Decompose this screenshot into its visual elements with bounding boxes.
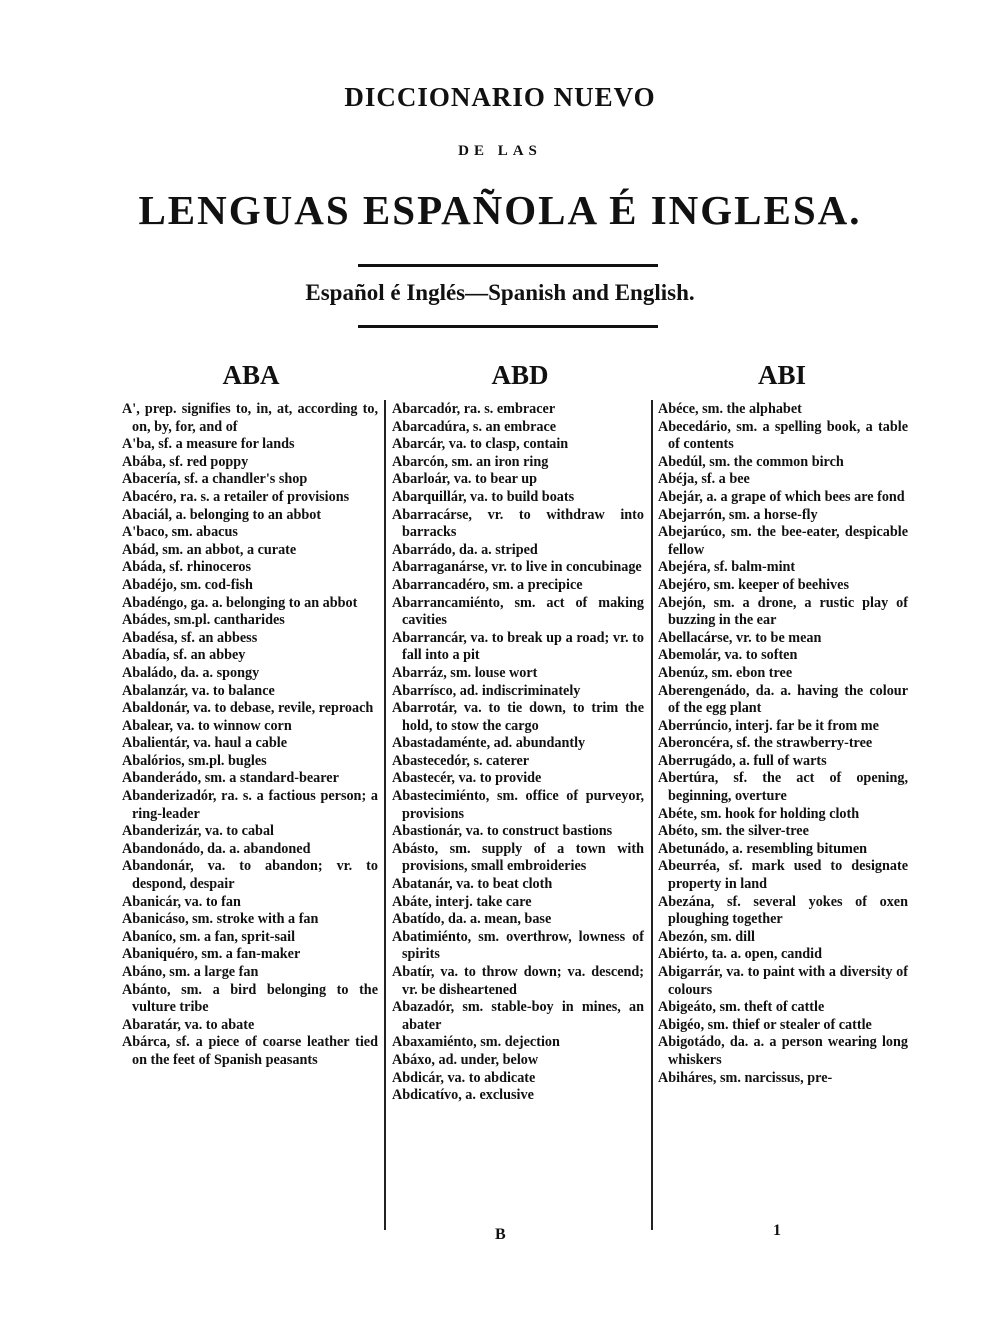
column-divider [651, 400, 653, 1230]
title-line-2: DE LAS [458, 143, 542, 159]
dictionary-entry: Abanderizár, va. to cabal [122, 823, 274, 840]
column-head-aba: ABA [222, 360, 280, 390]
dictionary-entry: Abarrancadéro, sm. a precipice [392, 576, 583, 593]
column-1 [122, 401, 378, 1070]
dictionary-entry: Abatanár, va. to beat cloth [392, 876, 553, 893]
dictionary-entry: Abáxo, ad. under, below [392, 1051, 539, 1068]
dictionary-entry: Abadéngo, ga. a. belonging to an abbot [122, 594, 358, 611]
dictionary-entry: Abejéro, sm. keeper of beehives [658, 576, 849, 593]
dictionary-entry: Abarrádo, da. a. striped [392, 541, 538, 558]
dictionary-entry: Abaníco, sm. a fan, sprit-sail [122, 928, 296, 945]
dictionary-entry: Abáda, sf. rhinoceros [122, 559, 252, 576]
dictionary-entry: Abigarrár, va. to paint with a diversity of colours [658, 964, 908, 998]
dictionary-entry: Abedúl, sm. the common birch [658, 453, 844, 470]
dictionary-entry: Abezón, sm. dill [658, 928, 755, 945]
dictionary-entry: Abaciál, a. belonging to an abbot [122, 506, 322, 523]
dictionary-entry: Abastadaménte, ad. abundantly [392, 735, 586, 752]
dictionary-entry: Abádes, sm.pl. cantharides [122, 612, 285, 629]
dictionary-entry: Abába, sf. red poppy [122, 453, 249, 470]
dictionary-entry: Aberengenádo, da. a. having the colour of the egg plant [658, 682, 908, 717]
dictionary-entry: Abarquillár, va. to build boats [392, 488, 575, 505]
dictionary-entry: Abarráz, sm. louse wort [392, 664, 538, 681]
dictionary-entry: Abandonár, va. to abandon; vr. to despond, despair [122, 858, 378, 893]
dictionary-entry: Abacería, sf. a chandler's shop [122, 471, 308, 488]
dictionary-entry: Abarcadúra, s. an embrace [392, 418, 557, 435]
dictionary-entry: Abastionár, va. to construct bastions [392, 823, 613, 840]
dictionary-entry: Abiérto, ta. a. open, candid [658, 946, 822, 963]
dictionary-entry: Abadéjo, sm. cod-fish [122, 576, 253, 593]
title-line-3: LENGUAS ESPAÑOLA É INGLESA. [138, 187, 862, 233]
dictionary-entry: Abertúra, sf. the act of opening, beginning, overture [658, 770, 908, 805]
column-head-abi: ABI [757, 360, 806, 390]
column-3 [658, 401, 908, 1087]
dictionary-entry: Abdicatívo, a. exclusive [392, 1087, 534, 1104]
dictionary-entry: A', prep. signifies to, in, at, according to, on, by, for, and of [122, 401, 378, 435]
dictionary-entry: Abarrísco, ad. indiscriminately [392, 682, 581, 699]
title-line-1: DICCIONARIO NUEVO [344, 82, 656, 112]
dictionary-entry: Abáno, sm. a large fan [122, 964, 259, 980]
dictionary-entry: Abaldonár, va. to debase, revile, reproach [122, 700, 374, 717]
dictionary-entry: Abarloár, va. to bear up [392, 471, 538, 488]
dictionary-entry: Aberrúncio, interj. far be it from me [658, 717, 879, 734]
dictionary-entry: Abatír, va. to throw down; va. descend; vr. be disheartened [392, 964, 644, 998]
dictionary-entry: Abarrancár, va. to break up a road; vr. to fall into a pit [392, 629, 644, 664]
dictionary-entry: Aberrugádo, a. full of warts [658, 752, 827, 769]
dictionary-entry: Abaládo, da. a. spongy [122, 664, 260, 681]
dictionary-entry: A'baco, sm. abacus [122, 524, 238, 541]
dictionary-entry: Abáte, interj. take care [392, 893, 532, 910]
subtitle: Español é Inglés—Spanish and English. [305, 280, 695, 305]
column-2 [392, 401, 644, 1105]
dictionary-entry: Abéja, sf. a bee [658, 471, 750, 488]
dictionary-entry: Abaxamiénto, sm. dejection [392, 1034, 560, 1051]
dictionary-entry: Abaniquéro, sm. a fan-maker [122, 946, 301, 963]
dictionary-entry: Abigotádo, da. a. a person wearing long whiskers [658, 1034, 908, 1068]
dictionary-entry: Abárca, sf. a piece of coarse leather tied on the feet of Spanish peasants [122, 1034, 378, 1068]
dictionary-entry: Abatído, da. a. mean, base [392, 911, 552, 928]
dictionary-entry: Abarrotár, va. to tie down, to trim the hold, to stow the cargo [392, 700, 644, 734]
dictionary-entry: Abandonádo, da. a. abandoned [122, 840, 311, 857]
dictionary-entry: Abanderizadór, ra. s. a factious person; a ring-leader [122, 788, 378, 822]
dictionary-entry: Abiháres, sm. narcissus, pre- [658, 1069, 833, 1086]
dictionary-entry: Abeurréa, sf. mark used to designate property in land [658, 858, 908, 893]
dictionary-entry: Abásto, sm. supply of a town with provisions, small embroideries [392, 840, 644, 875]
dictionary-entry: Abarcón, sm. an iron ring [392, 453, 549, 470]
dictionary-entry: Abastecér, va. to provide [392, 770, 542, 787]
dictionary-entry: Abaratár, va. to abate [122, 1016, 255, 1033]
dictionary-entry: Abazadór, sm. stable-boy in mines, an abater [392, 999, 644, 1033]
dictionary-entry: Abanderádo, sm. a standard-bearer [122, 770, 339, 787]
dictionary-entry: Abejarrón, sm. a horse-fly [658, 506, 818, 523]
dictionary-entry: Abejarúco, sm. the bee-eater, despicable fellow [658, 524, 908, 558]
dictionary-entry: Abéto, sm. the silver-tree [658, 823, 809, 840]
dictionary-entry: Aberoncéra, sf. the strawberry-tree [658, 735, 873, 752]
dictionary-entry: Abellacárse, vr. to be mean [658, 629, 822, 646]
dictionary-entry: Abarcár, va. to clasp, contain [392, 436, 569, 453]
dictionary-entry: Abacéro, ra. s. a retailer of provisions [122, 488, 350, 505]
dictionary-entry: Abarrancamiénto, sm. act of making cavities [392, 594, 644, 629]
dictionary-entry: Abejón, sm. a drone, a rustic play of buzzing in the ear [658, 594, 908, 629]
dictionary-entry: Abalear, va. to winnow corn [122, 717, 292, 734]
dictionary-entry: Abarraganárse, vr. to live in concubinage [392, 559, 642, 576]
dictionary-entry: Abecedário, sm. a spelling book, a table of contents [658, 418, 908, 453]
dictionary-entry: A'ba, sf. a measure for lands [122, 436, 295, 453]
dictionary-entry: Abastecimiénto, sm. office of purveyor, provisions [392, 788, 644, 822]
dictionary-entry: Abemolár, va. to soften [658, 647, 798, 664]
dictionary-entry: Abenúz, sm. ebon tree [658, 664, 793, 681]
dictionary-entry: Abalórios, sm.pl. bugles [122, 752, 267, 769]
dictionary-entry: Abéte, sm. hook for holding cloth [658, 805, 860, 822]
column-head-abd: ABD [491, 360, 549, 390]
dictionary-entry: Abejár, a. a grape of which bees are fond [658, 488, 905, 505]
dictionary-entry: Abdicár, va. to abdicate [392, 1069, 536, 1086]
dictionary-entry: Abetunádo, a. resembling bitumen [658, 840, 868, 857]
bottom-rule [358, 325, 658, 328]
dictionary-entry: Abanicár, va. to fan [122, 893, 241, 910]
dictionary-entry: Abanicáso, sm. stroke with a fan [122, 911, 319, 928]
top-rule [358, 264, 658, 267]
dictionary-entry: Abadésa, sf. an abbess [122, 629, 258, 646]
dictionary-entry: Abalientár, va. haul a cable [122, 735, 288, 752]
dictionary-entry: Abigeáto, sm. theft of cattle [658, 999, 825, 1016]
page-number: 1 [773, 1222, 781, 1239]
dictionary-entry: Abadía, sf. an abbey [122, 647, 246, 664]
dictionary-entry: Abád, sm. an abbot, a curate [122, 541, 297, 558]
column-divider [384, 400, 386, 1230]
dictionary-entry: Abéce, sm. the alphabet [658, 401, 802, 417]
signature-mark: B [495, 1226, 506, 1243]
dictionary-entry: Abigéo, sm. thief or stealer of cattle [658, 1016, 872, 1033]
dictionary-entry: Abarcadór, ra. s. embracer [392, 401, 556, 417]
dictionary-entry: Abezána, sf. several yokes of oxen ploughing together [658, 893, 908, 928]
dictionary-entry: Abejéra, sf. balm-mint [658, 559, 796, 576]
dictionary-entry: Abalanzár, va. to balance [122, 682, 275, 699]
dictionary-entry: Abarracárse, vr. to withdraw into barracks [392, 506, 644, 541]
dictionary-entry: Abatimiénto, sm. overthrow, lowness of spirits [392, 928, 644, 963]
dictionary-entry: Abastecedór, s. caterer [392, 752, 530, 769]
dictionary-entry: Abánto, sm. a bird belonging to the vulture tribe [122, 981, 378, 1016]
